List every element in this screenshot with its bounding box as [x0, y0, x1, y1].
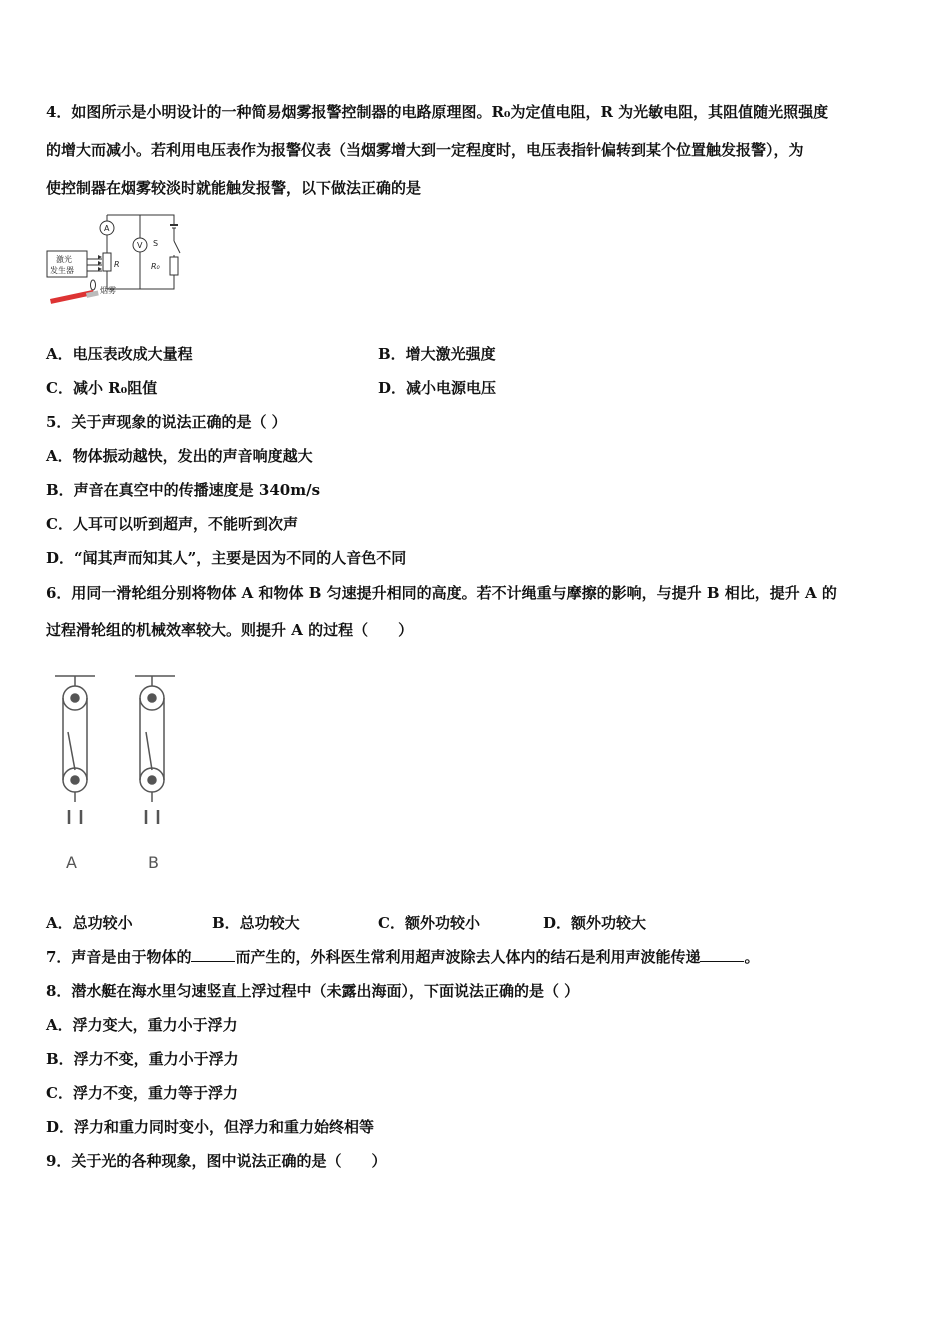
q5-option-d[interactable]: D．“闻其声而知其人”，主要是因为不同的人音色不同	[46, 549, 407, 567]
q4-option-a[interactable]: A．电压表改成大量程	[46, 345, 193, 363]
fixed-resistor-label: R₀	[151, 262, 160, 271]
q6-option-b[interactable]: B．总功较大	[212, 914, 300, 932]
switch-label: S	[153, 239, 159, 248]
q5-option-b[interactable]: B．声音在真空中的传播速度是 340m/s	[46, 481, 321, 499]
q5-option-a[interactable]: A．物体振动越快，发出的声音响度越大	[46, 447, 313, 465]
q5-option-c[interactable]: C．人耳可以听到超声，不能听到次声	[46, 515, 298, 533]
q8-option-d[interactable]: D．浮力和重力同时变小，但浮力和重力始终相等	[46, 1118, 375, 1136]
laser-label-1: 激光	[56, 255, 72, 264]
voltmeter-label: V	[137, 241, 143, 250]
q4-option-c[interactable]: C．减小 R₀阻值	[46, 379, 158, 397]
q6-option-c[interactable]: C．额外功较小	[378, 914, 480, 932]
q6-option-a[interactable]: A．总功较小	[46, 914, 133, 932]
q4-stem-line2: 的增大而减小。若利用电压表作为报警仪表（当烟雾增大到一定程度时，电压表指针偏转到某个位置触发报警），为	[46, 141, 804, 159]
resistor-label: R	[114, 260, 120, 269]
pulley-label-a: A	[66, 853, 77, 872]
q6-stem-line1: 6．用同一滑轮组分别将物体 A 和物体 B 匀速提升相同的高度。若不计绳重与摩擦的影响，与提升 B 相比，提升 A 的	[46, 584, 837, 602]
q7-text-3: 。	[744, 948, 760, 966]
q4-stem-line1: 4．如图所示是小明设计的一种简易烟雾报警控制器的电路原理图。R₀为定值电阻，R 为光敏电阻，其阻值随光照强度	[46, 103, 829, 121]
q4-option-d[interactable]: D．减小电源电压	[378, 379, 497, 397]
q7-blank-1[interactable]	[191, 947, 235, 962]
q7-text-1: 7．声音是由于物体的	[46, 948, 192, 966]
q4-option-b[interactable]: B．增大激光强度	[378, 345, 496, 363]
q7-stem	[46, 947, 759, 967]
smoke-label: 烟雾	[100, 286, 116, 295]
q5-stem: 5．关于声现象的说法正确的是（ ）	[46, 413, 287, 431]
q7-text-2: 而产生的，外科医生常利用超声波除去人体内的结石是利用声波能传递	[235, 948, 701, 966]
q8-option-b[interactable]: B．浮力不变，重力小于浮力	[46, 1050, 239, 1068]
q6-option-d[interactable]: D．额外功较大	[543, 914, 647, 932]
q6-stem-line2: 过程滑轮组的机械效率较大。则提升 A 的过程（ ）	[46, 621, 414, 639]
q8-option-a[interactable]: A．浮力变大，重力小于浮力	[46, 1016, 238, 1034]
q7-blank-2[interactable]	[700, 947, 744, 962]
q8-stem: 8．潜水艇在海水里匀速竖直上浮过程中（未露出海面），下面说法正确的是（ ）	[46, 982, 580, 1000]
q4-circuit-diagram	[44, 205, 194, 313]
q9-stem: 9．关于光的各种现象，图中说法正确的是（ ）	[46, 1152, 387, 1170]
laser-label-2: 发生器	[50, 266, 74, 275]
q8-option-c[interactable]: C．浮力不变，重力等于浮力	[46, 1084, 238, 1102]
pulley-label-b: B	[148, 853, 159, 872]
q6-pulley-diagram	[50, 672, 190, 878]
ammeter-label: A	[104, 224, 110, 233]
q4-stem-line3: 使控制器在烟雾较淡时就能触发报警，以下做法正确的是	[46, 179, 422, 197]
